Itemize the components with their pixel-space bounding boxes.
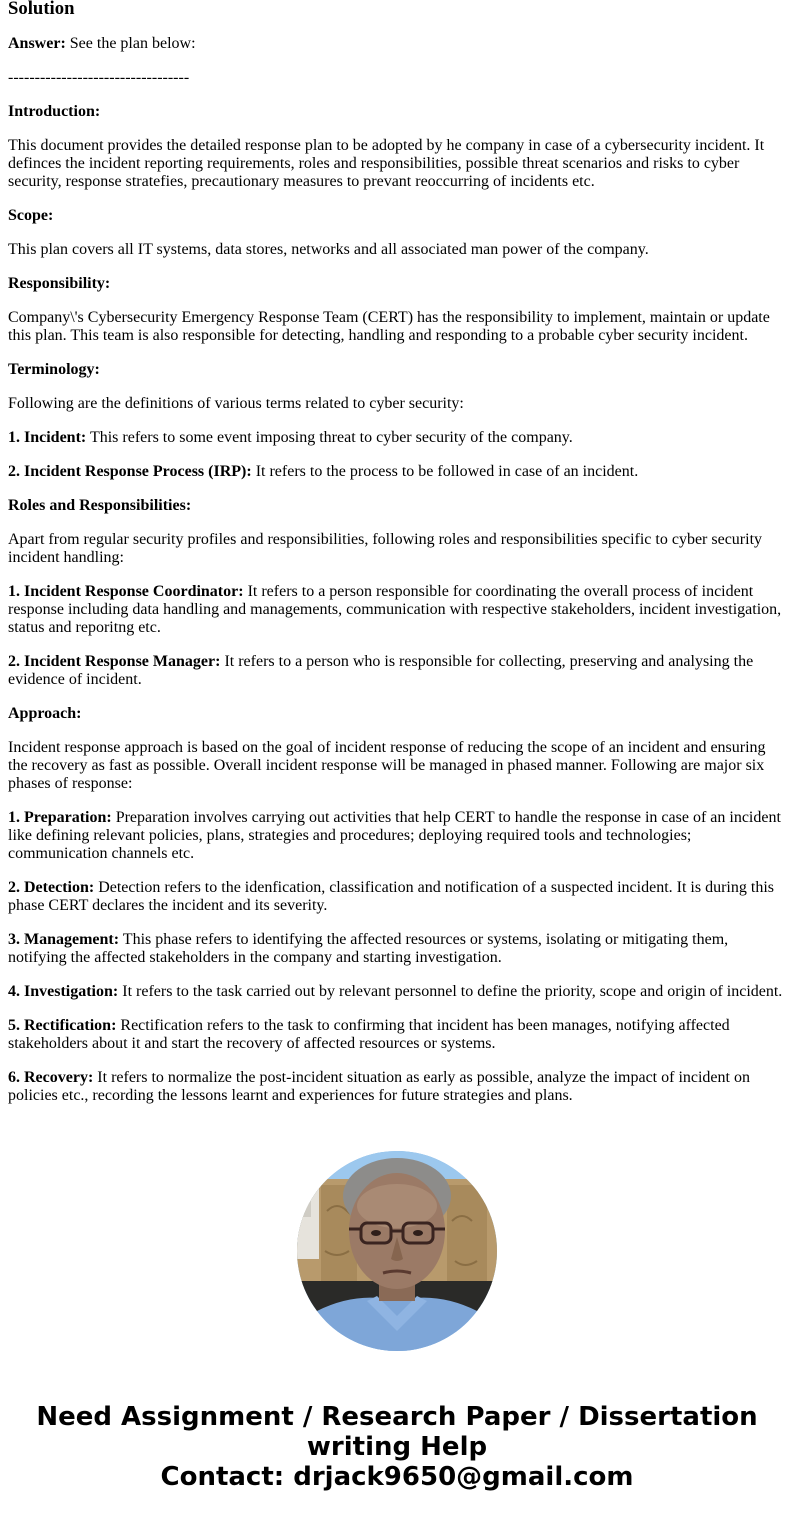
introduction-text: This document provides the detailed response plan to be adopted by he company in case of a cybersecurity incident. It definces the incident reporting requirements, roles and responsibilities, possible threat scenarios and risks to cyber security, response stratefies, precautionary measures to prevant reoccurring of incidents etc. (8, 137, 765, 190)
roles-intro: Apart from regular security profiles and responsibilities, following roles and responsibilities specific to cyber security incident handling: (8, 531, 763, 566)
phase-text: Rectification refers to the task to confirming that incident has been manages, notifying affected stakeholders about it and start the recovery of affected resources or systems. (8, 1017, 730, 1052)
role-text: It refers to a person responsible for coordinating the overall process of incident response including data handling and managements, communication with respective stakeholders, incident investigation, status and reporitng etc. (8, 583, 782, 636)
phase-text: It refers to normalize the post-incident situation as early as possible, analyze the impact of incident on policies etc., recording the lessons learnt and experiences for future strategies and plans. (8, 1069, 750, 1104)
answer-text: See the plan below: (65, 35, 196, 52)
term-text: It refers to the process to be followed in case of an incident. (251, 463, 639, 480)
term-label: 2. Incident Response Process (IRP): (8, 463, 252, 480)
phase-item (8, 983, 786, 1001)
section-heading-approach: Approach: (8, 705, 82, 722)
terminology-item (8, 463, 786, 481)
term-label: 1. Incident: (8, 429, 87, 446)
author-portrait-icon (297, 1151, 497, 1351)
promo-contact: Contact: drjack9650@gmail.com (160, 1462, 634, 1492)
section-heading-responsibility: Responsibility: (8, 275, 111, 292)
phase-item (8, 1069, 786, 1105)
phase-label: 5. Rectification: (8, 1017, 117, 1034)
phase-text: This phase refers to identifying the affected resources or systems, isolating or mitigating them, notifying the affected stakeholders in the company and starting investigation. (8, 931, 729, 966)
section-heading-terminology: Terminology: (8, 361, 100, 378)
section-heading-roles: Roles and Responsibilities: (8, 497, 192, 514)
section-heading-introduction: Introduction: (8, 103, 101, 120)
phase-label: 6. Recovery: (8, 1069, 94, 1086)
phase-item (8, 931, 786, 967)
divider: ---------------------------------- (8, 69, 190, 86)
approach-intro: Incident response approach is based on the goal of incident response of reducing the scope of an incident and ensuring the recovery as fast as possible. Overall incident response will be managed in phased manner. Following are major six phases of response: (8, 739, 766, 792)
phase-item (8, 809, 786, 863)
phase-label: 2. Detection: (8, 879, 95, 896)
role-label: 1. Incident Response Coordinator: (8, 583, 244, 600)
phase-label: 1. Preparation: (8, 809, 112, 826)
phase-item (8, 879, 786, 915)
term-text: This refers to some event imposing threat to cyber security of the company. (86, 429, 573, 446)
promo-line-1: Need Assignment / Research Paper / Dissertation (36, 1402, 758, 1432)
section-heading-scope: Scope: (8, 207, 54, 224)
phase-label: 3. Management: (8, 931, 120, 948)
role-item (8, 583, 786, 637)
role-text: It refers to a person who is responsible for collecting, preserving and analysing the evidence of incident. (8, 653, 754, 688)
phase-text: Detection refers to the idenfication, classification and notification of a suspected incident. It is during this phase CERT declares the incident and its severity. (8, 879, 774, 914)
answer-line (8, 35, 786, 53)
page-title: Solution (8, 0, 75, 19)
role-label: 2. Incident Response Manager: (8, 653, 221, 670)
scope-text: This plan covers all IT systems, data stores, networks and all associated man power of the company. (8, 241, 649, 258)
phase-text: Preparation involves carrying out activities that help CERT to handle the response in case of an incident like defining relevant policies, plans, strategies and procedures; deploying required tools and technologies; communication channels etc. (8, 809, 781, 862)
phase-text: It refers to the task carried out by relevant personnel to define the priority, scope and origin of incident. (118, 983, 783, 1000)
promo-line-2: writing Help (306, 1432, 488, 1462)
phase-item (8, 1017, 786, 1053)
responsibility-text: Company\'s Cybersecurity Emergency Response Team (CERT) has the responsibility to implement, maintain or update this plan. This team is also responsible for detecting, handling and responding to a probable cyber security incident. (8, 309, 770, 344)
author-avatar (297, 1151, 497, 1351)
role-item (8, 653, 786, 689)
answer-label: Answer: (8, 35, 66, 52)
terminology-item (8, 429, 786, 447)
phase-label: 4. Investigation: (8, 983, 119, 1000)
promo-banner (0, 1402, 794, 1492)
terminology-intro: Following are the definitions of various terms related to cyber security: (8, 395, 464, 412)
